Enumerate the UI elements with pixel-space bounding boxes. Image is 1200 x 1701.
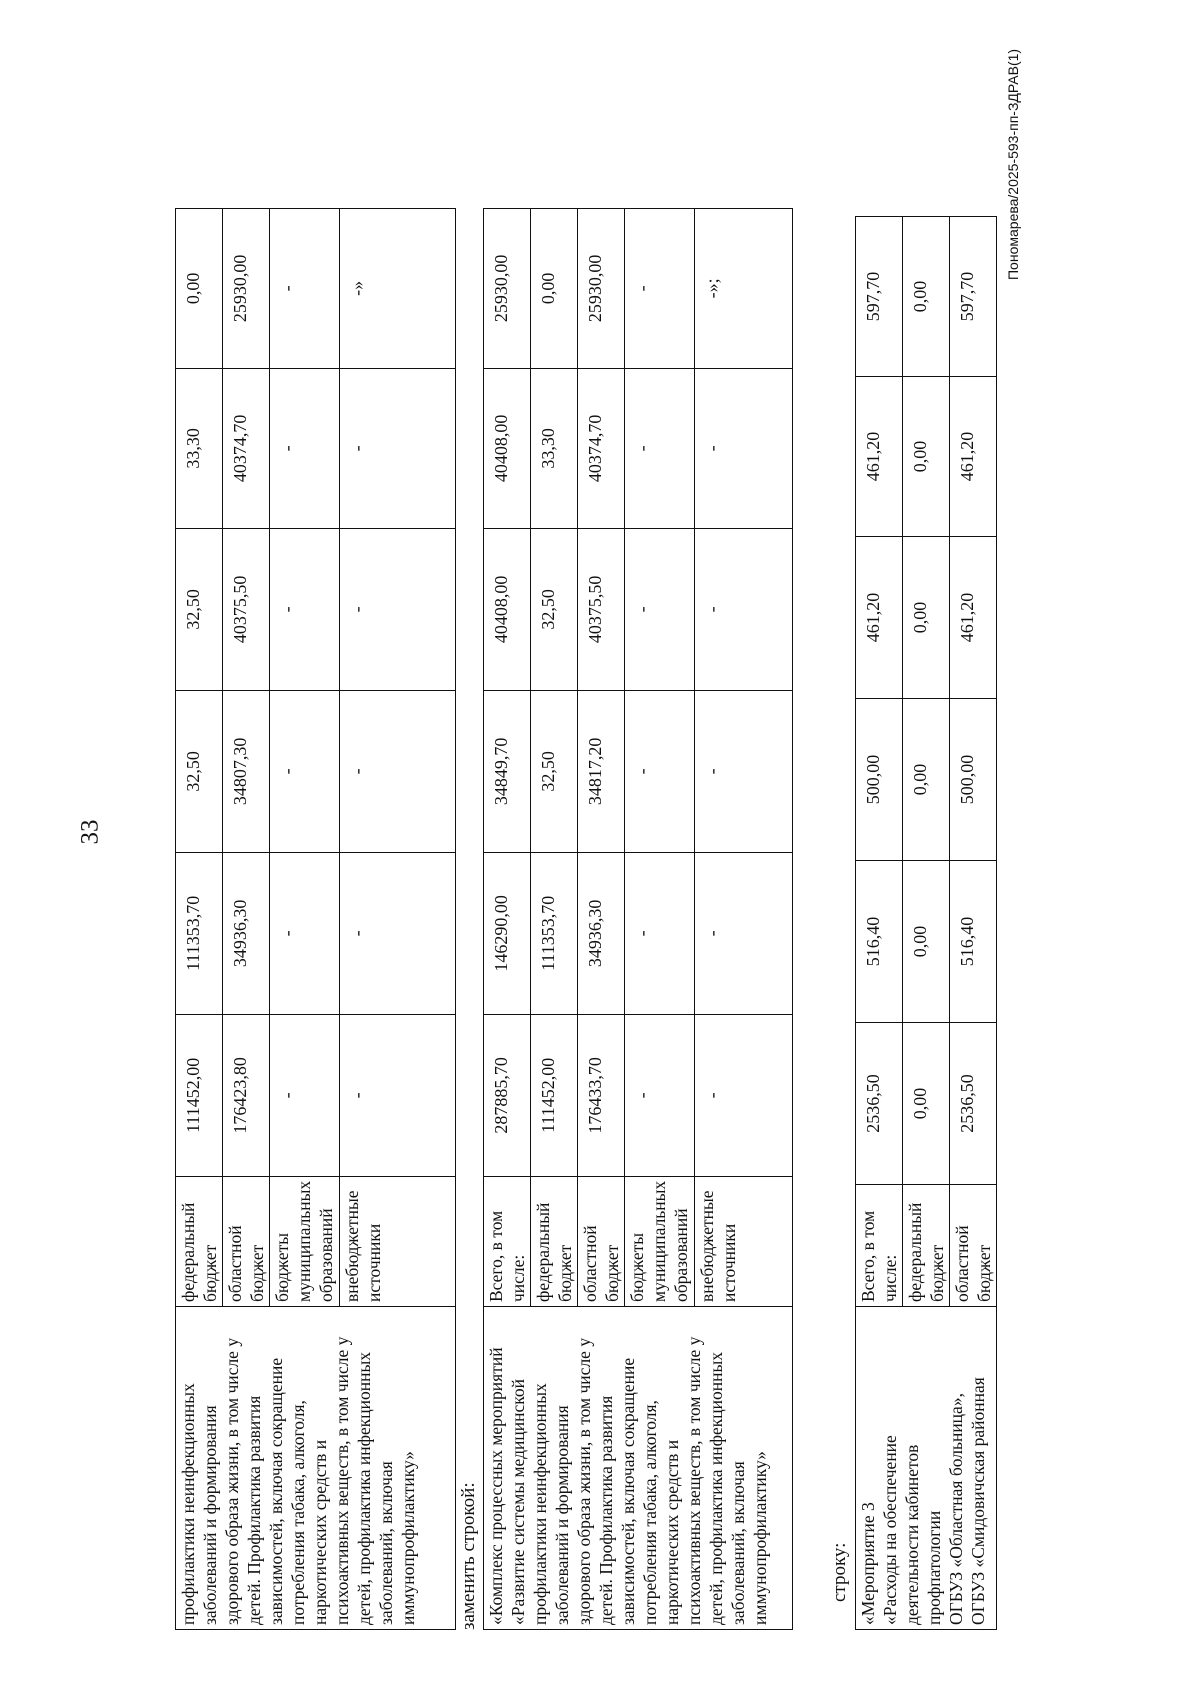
value-cell: - xyxy=(340,368,456,528)
value-cell: 111452,00 xyxy=(176,1014,223,1176)
value-cell: 111452,00 xyxy=(531,1014,578,1176)
value-cell: - xyxy=(695,852,793,1014)
value-cell: - xyxy=(270,368,340,528)
source-cell: бюджеты муниципальных образований xyxy=(270,1176,340,1306)
value-cell: 500,00 xyxy=(856,699,903,861)
rotated-page-content xyxy=(175,40,1055,1630)
value-cell: 461,20 xyxy=(856,537,903,699)
source-cell: внебюджетные источники xyxy=(695,1176,793,1306)
value-cell: - xyxy=(625,852,695,1014)
value-cell: - xyxy=(695,528,793,690)
value-cell: 2536,50 xyxy=(950,1023,997,1185)
value-cell: 0,00 xyxy=(903,217,950,377)
value-cell: - xyxy=(270,208,340,368)
value-cell: 111353,70 xyxy=(176,852,223,1014)
value-cell: 34936,30 xyxy=(578,852,625,1014)
page-number: 33 xyxy=(76,819,104,845)
value-cell: - xyxy=(625,1014,695,1176)
value-cell: - xyxy=(625,208,695,368)
source-cell: Всего, в том числе: xyxy=(484,1176,531,1306)
value-cell: 40408,00 xyxy=(484,528,531,690)
value-cell: 176433,70 xyxy=(578,1014,625,1176)
value-cell: -» xyxy=(340,208,456,368)
value-cell: 461,20 xyxy=(950,537,997,699)
source-cell: федеральный бюджет xyxy=(903,1185,950,1307)
value-cell: 2536,50 xyxy=(856,1023,903,1185)
value-cell: 34849,70 xyxy=(484,690,531,852)
value-cell: 461,20 xyxy=(856,377,903,537)
value-cell: 597,70 xyxy=(856,217,903,377)
value-cell: 516,40 xyxy=(856,861,903,1023)
value-cell: 40408,00 xyxy=(484,368,531,528)
caption-line: строку: xyxy=(829,1542,850,1602)
source-cell: внебюджетные источники xyxy=(340,1176,456,1306)
value-cell: 287885,70 xyxy=(484,1014,531,1176)
value-cell: - xyxy=(340,1014,456,1176)
table-old xyxy=(175,208,456,1630)
value-cell: 176423,80 xyxy=(223,1014,270,1176)
value-cell: - xyxy=(625,690,695,852)
value-cell: 25930,00 xyxy=(223,208,270,368)
value-cell: 0,00 xyxy=(176,208,223,368)
value-cell: 25930,00 xyxy=(484,208,531,368)
table-row xyxy=(484,208,531,1629)
value-cell: - xyxy=(340,528,456,690)
value-cell: 500,00 xyxy=(950,699,997,861)
value-cell: 40374,70 xyxy=(223,368,270,528)
source-cell: бюджеты муниципальных образований xyxy=(625,1176,695,1306)
value-cell: 0,00 xyxy=(903,377,950,537)
value-cell: 111353,70 xyxy=(531,852,578,1014)
value-cell: 40375,50 xyxy=(223,528,270,690)
value-cell: 33,30 xyxy=(176,368,223,528)
value-cell: 34807,30 xyxy=(223,690,270,852)
source-cell: федеральный бюджет xyxy=(176,1176,223,1306)
table-row xyxy=(856,217,903,1630)
value-cell: 0,00 xyxy=(903,1023,950,1185)
table-row xyxy=(176,208,223,1629)
value-cell: - xyxy=(270,1014,340,1176)
value-cell: -»; xyxy=(695,208,793,368)
value-cell: - xyxy=(270,852,340,1014)
value-cell: 32,50 xyxy=(176,528,223,690)
value-cell: 0,00 xyxy=(531,208,578,368)
value-cell: - xyxy=(270,690,340,852)
value-cell: 0,00 xyxy=(903,537,950,699)
value-cell: 597,70 xyxy=(950,217,997,377)
value-cell: 32,50 xyxy=(531,528,578,690)
value-cell: 461,20 xyxy=(950,377,997,537)
value-cell: - xyxy=(695,368,793,528)
value-cell: 25930,00 xyxy=(578,208,625,368)
table-line-description: «Мероприятие 3 «Расходы на обеспечение деятельности кабинетов профпатологии ОГБУЗ «Областная больница», ОГБУЗ «Смидовичская районная xyxy=(856,1307,997,1630)
value-cell: - xyxy=(695,690,793,852)
footer-document-code: Пономарева/2025-593-пп-ЗДРАВ(1) xyxy=(1005,48,1021,280)
value-cell: - xyxy=(695,1014,793,1176)
table-line xyxy=(855,216,997,1630)
source-cell: Всего, в том числе: xyxy=(856,1185,903,1307)
table-new-block xyxy=(483,208,793,1630)
value-cell: 0,00 xyxy=(903,699,950,861)
value-cell: - xyxy=(340,690,456,852)
source-cell: областной бюджет xyxy=(578,1176,625,1306)
value-cell: 146290,00 xyxy=(484,852,531,1014)
source-cell: областной бюджет xyxy=(950,1185,997,1307)
value-cell: 34817,20 xyxy=(578,690,625,852)
value-cell: 40375,50 xyxy=(578,528,625,690)
value-cell: 34936,30 xyxy=(223,852,270,1014)
caption-replace-line: заменить строкой: xyxy=(458,1482,479,1630)
source-cell: федеральный бюджет xyxy=(531,1176,578,1306)
table-new-description: «Комплекс процессных мероприятий «Развитие системы медицинской профилактики неинфекционных заболеваний и формирования здорового образа жизни, в том числе у детей. Профилактика развития зависимостей, включая сокращение потребления табака, алкоголя, наркотических средств и психоактивных веществ, в том числе у детей, профилактика инфекционных заболеваний, включая иммунопрофилактику» xyxy=(484,1307,793,1630)
table-old-description: профилактики неинфекционных заболеваний и формирования здорового образа жизни, в том числе у детей. Профилактика развития зависимостей, включая сокращение потребления табака, алкоголя, наркотических средств и психоактивных веществ, в том числе у детей, профилактика инфекционных заболеваний, включая иммунопрофилактику» xyxy=(176,1307,456,1630)
value-cell: 0,00 xyxy=(903,861,950,1023)
value-cell: - xyxy=(340,852,456,1014)
value-cell: 32,50 xyxy=(531,690,578,852)
table-old-block xyxy=(175,208,456,1630)
value-cell: 33,30 xyxy=(531,368,578,528)
value-cell: - xyxy=(270,528,340,690)
value-cell: 40374,70 xyxy=(578,368,625,528)
value-cell: 32,50 xyxy=(176,690,223,852)
table-line-block xyxy=(855,216,997,1630)
value-cell: - xyxy=(625,368,695,528)
table-new xyxy=(483,208,793,1630)
value-cell: 516,40 xyxy=(950,861,997,1023)
source-cell: областной бюджет xyxy=(223,1176,270,1306)
value-cell: - xyxy=(625,528,695,690)
